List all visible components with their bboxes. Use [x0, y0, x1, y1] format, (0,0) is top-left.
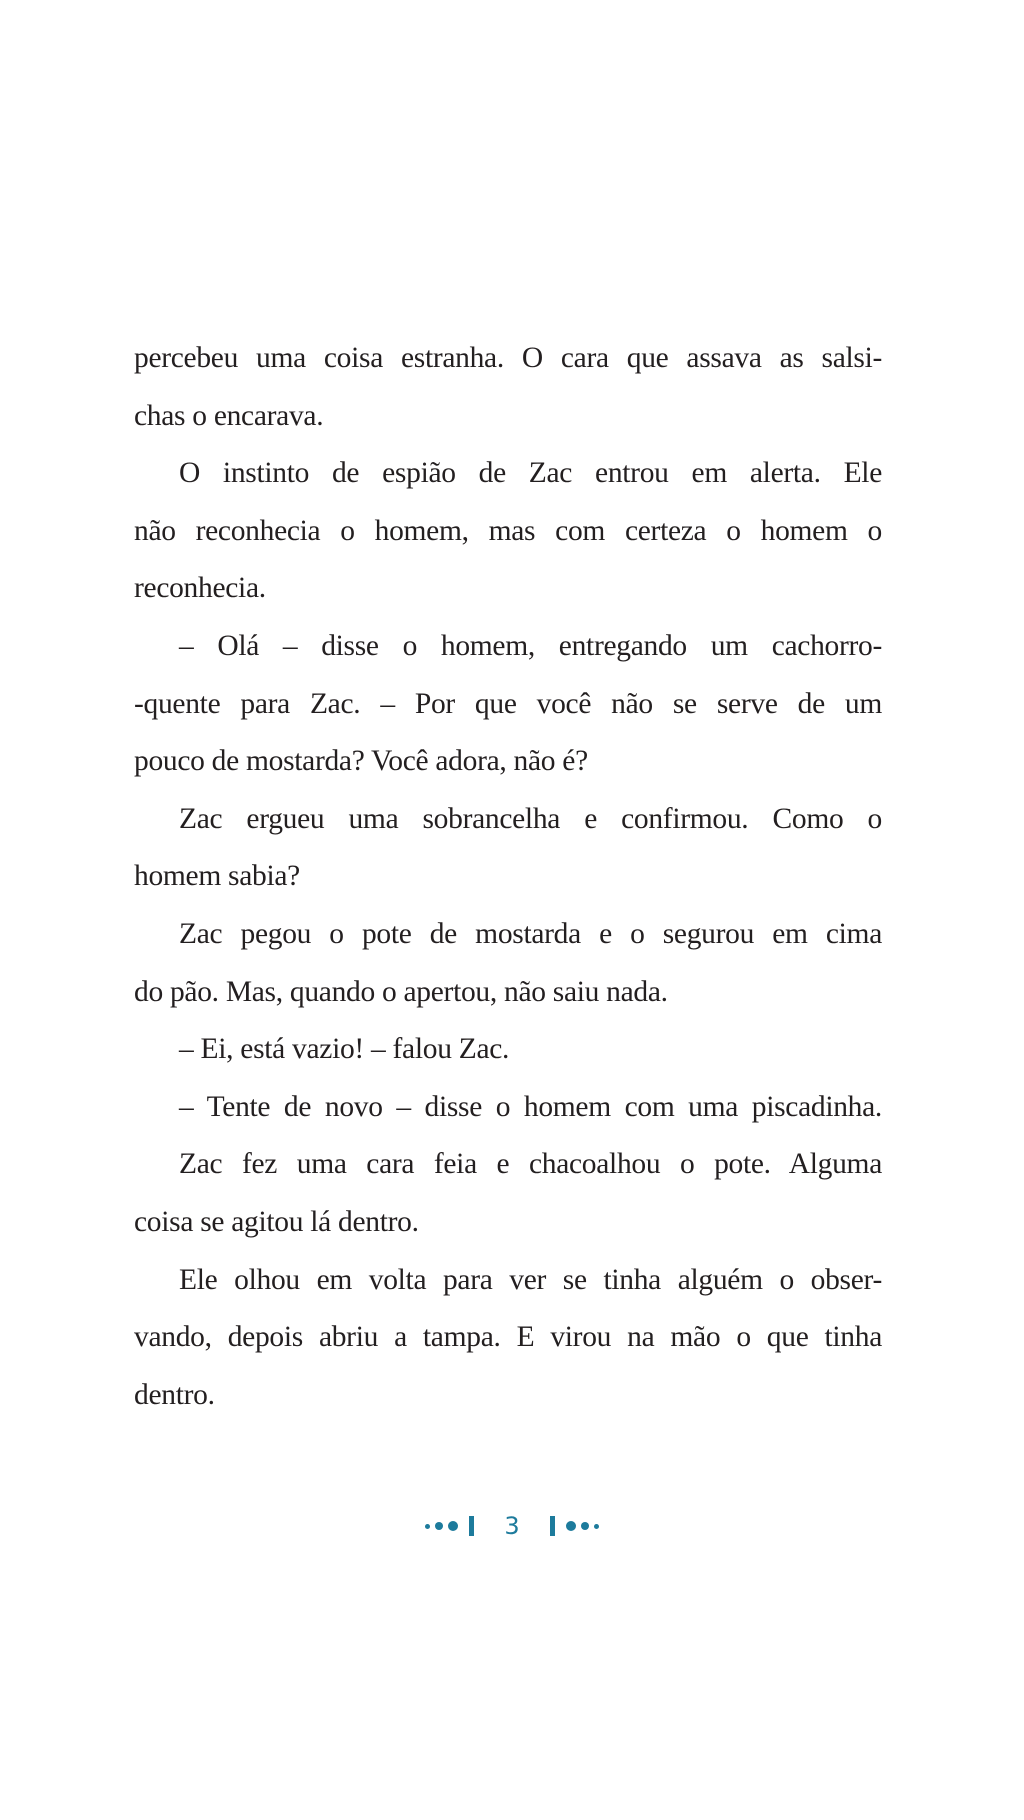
text-line: coisa se agitou lá dentro. — [134, 1205, 419, 1238]
text-line: reconhecia. — [134, 572, 266, 605]
text-line: Zac fez uma cara feia e chacoalhou o pote. Alguma — [179, 1148, 882, 1181]
text-line: Ele olhou em volta para ver se tinha alguém o obser- — [179, 1263, 882, 1296]
text-line: não reconhecia o homem, mas com certeza o homem o — [134, 514, 882, 547]
page-body — [134, 330, 882, 1424]
folio-ornament-right-icon — [550, 1516, 599, 1536]
page-folio — [0, 1508, 1024, 1544]
text-line: percebeu uma coisa estranha. O cara que assava as salsi- — [134, 342, 882, 374]
text-line: vando, depois abriu a tampa. E virou na mão o que tinha — [134, 1321, 882, 1354]
text-line: -quente para Zac. – Por que você não se serve de um — [134, 687, 882, 720]
text-line: – Tente de novo – disse o homem com uma piscadinha. — [179, 1090, 882, 1123]
text-line: Zac ergueu uma sobrancelha e confirmou. Como o — [179, 802, 882, 835]
page-number: 3 — [504, 1512, 520, 1540]
text-line: chas o encarava. — [134, 399, 324, 432]
text-line: – Ei, está vazio! – falou Zac. — [179, 1033, 510, 1066]
text-line: O instinto de espião de Zac entrou em alerta. Ele — [179, 457, 882, 490]
text-line: do pão. Mas, quando o apertou, não saiu nada. — [134, 975, 668, 1008]
folio-ornament-left-icon — [425, 1516, 474, 1536]
text-line: – Olá – disse o homem, entregando um cachorro- — [179, 629, 882, 662]
text-line: pouco de mostarda? Você adora, não é? — [134, 745, 588, 778]
text-line: homem sabia? — [134, 860, 300, 893]
text-line: Zac pegou o pote de mostarda e o segurou em cima — [179, 917, 882, 950]
text-line: dentro. — [134, 1378, 215, 1411]
